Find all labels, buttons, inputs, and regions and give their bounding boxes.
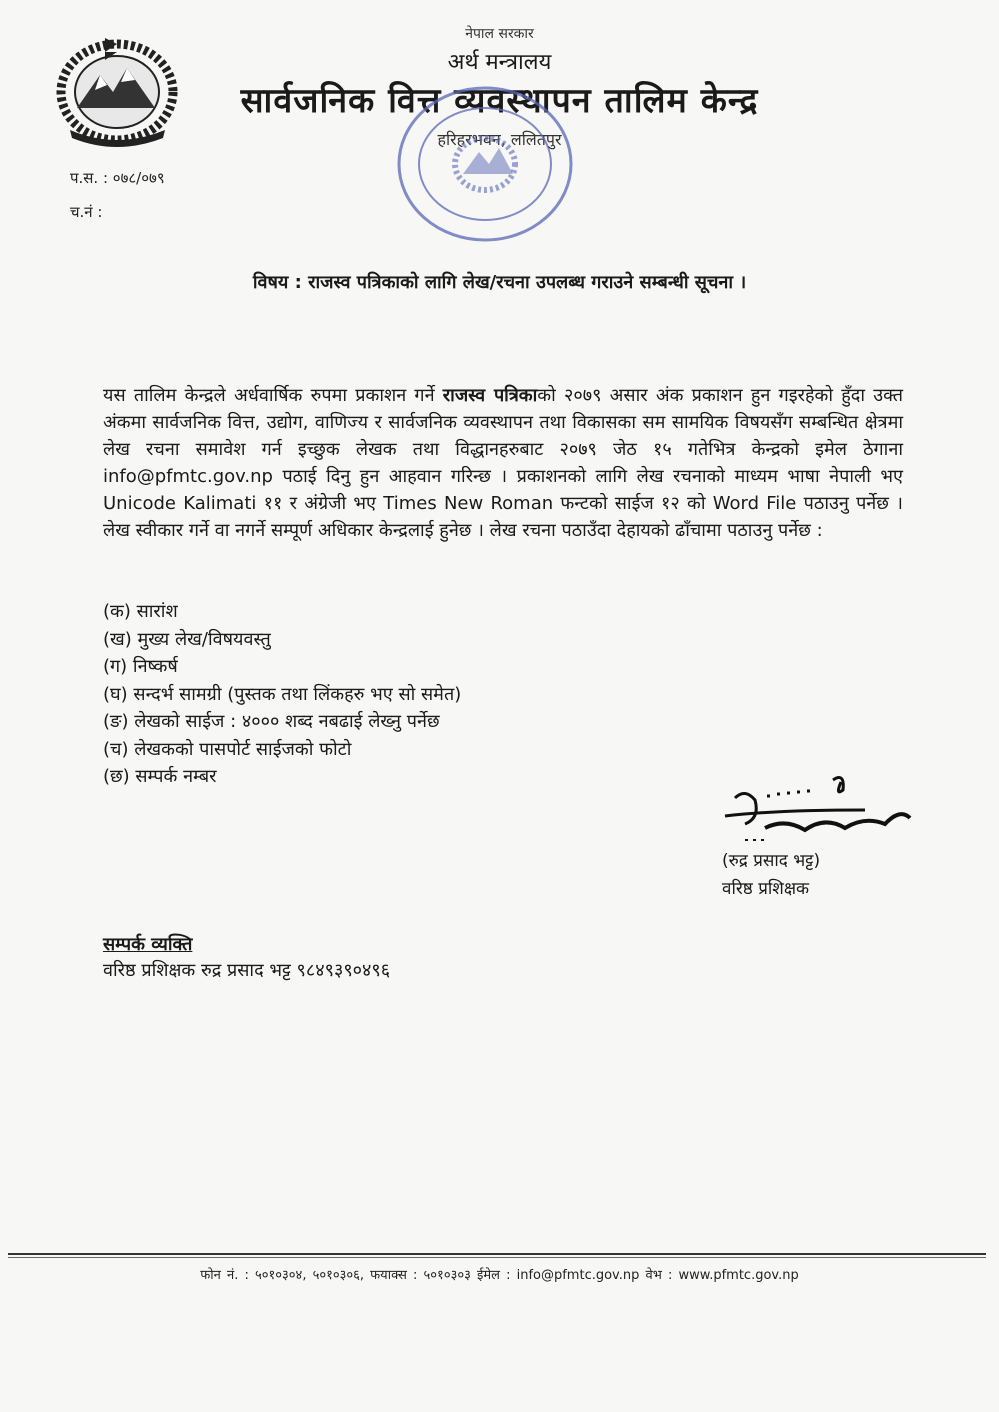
notice-body (103, 382, 903, 544)
requirements-list (103, 598, 461, 791)
list-item: (छ) सम्पर्क नम्बर (103, 766, 217, 787)
government-line: नेपाल सरकार (465, 26, 534, 42)
handwritten-signature-icon (715, 758, 915, 850)
organization-name: सार्वजनिक वित्त व्यवस्थापन तालिम केन्द्र (240, 81, 759, 121)
list-item: (घ) सन्दर्भ सामग्री (पुस्तक तथा लिंकहरु भए सो समेत) (103, 683, 462, 705)
body-text-part-1: यस तालिम केन्द्रले अर्धवार्षिक रुपमा प्रकाशन गर्ने (103, 385, 443, 406)
signatory-name: (रुद्र प्रसाद भट्ट) (722, 851, 821, 871)
body-emphasis: राजस्व पत्रिका (442, 385, 538, 406)
footer-contact-info: फोन नं. : ५०१०३०४, ५०१०३०६, फयाक्स : ५०१०३०३ ईमेल : info@pfmtc.gov.np वेभ : www.pfmtc.gov.np (200, 1268, 799, 1283)
list-item: (ङ) लेखको साईज : ४००० शब्द नबढाई लेख्नु पर्नेछ (103, 711, 440, 732)
contact-detail: वरिष्ठ प्रशिक्षक रुद्र प्रसाद भट्ट ९८४९३९०४९६ (103, 960, 391, 981)
contact-heading: सम्पर्क व्यक्ति (103, 934, 193, 955)
list-item: (क) सारांश (103, 601, 178, 622)
reference-number: प.स. : ०७८/०७९ (70, 169, 165, 187)
organization-address: हरिहरभवन, ललितपुर (437, 130, 562, 149)
subject-line: विषय : राजस्व पत्रिकाको लागि लेख/रचना उपलब्ध गराउने सम्बन्धी सूचना । (252, 272, 747, 293)
dispatch-number: च.नं : (70, 203, 103, 221)
footer-divider (8, 1257, 986, 1258)
footer-divider (8, 1253, 986, 1255)
list-item: (ग) निष्कर्ष (103, 656, 178, 677)
signatory-title: वरिष्ठ प्रशिक्षक (722, 879, 810, 899)
body-text-part-2: को २०७९ असार अंक प्रकाशन हुन गइरहेको हुँदा उक्त अंकमा सार्वजनिक वित्त, उद्योग, वाणिज्य र सार्वजनिक व्यवस्थापन तथा विकासका सम सामयिक विषयसँग सम्बन्धित क्षेत्रमा लेख रचना समावेश गर्न इच्छुक लेखक तथा विद्धानहरुबाट २०७९ जेठ १५ गतेभित्र केन्द्रको इमेल ठेगाना info@pfmtc.gov.np पठाई दिनु हुन आहवान गरिन्छ । प्रकाशनको लागि लेख रचनाको माध्यम भाषा नेपाली भए Unicode Kalimati ११ र अंग्रेजी भए Times New Roman फन्टको साईज १२ को Word File पठाउनु पर्नेछ । लेख स्वीकार गर्ने वा नगर्ने सम्पूर्ण अधिकार केन्द्रलाई हुनेछ । लेख रचना पठाउँदा देहायको ढाँचामा पठाउनु पर्नेछ : (103, 385, 903, 541)
list-item: (ख) मुख्य लेख/विषयवस्तु (103, 628, 271, 650)
official-stamp-icon (393, 82, 578, 247)
list-item: (च) लेखकको पासपोर्ट साईजको फोटो (103, 738, 352, 760)
ministry-name: अर्थ मन्त्रालय (447, 50, 552, 75)
